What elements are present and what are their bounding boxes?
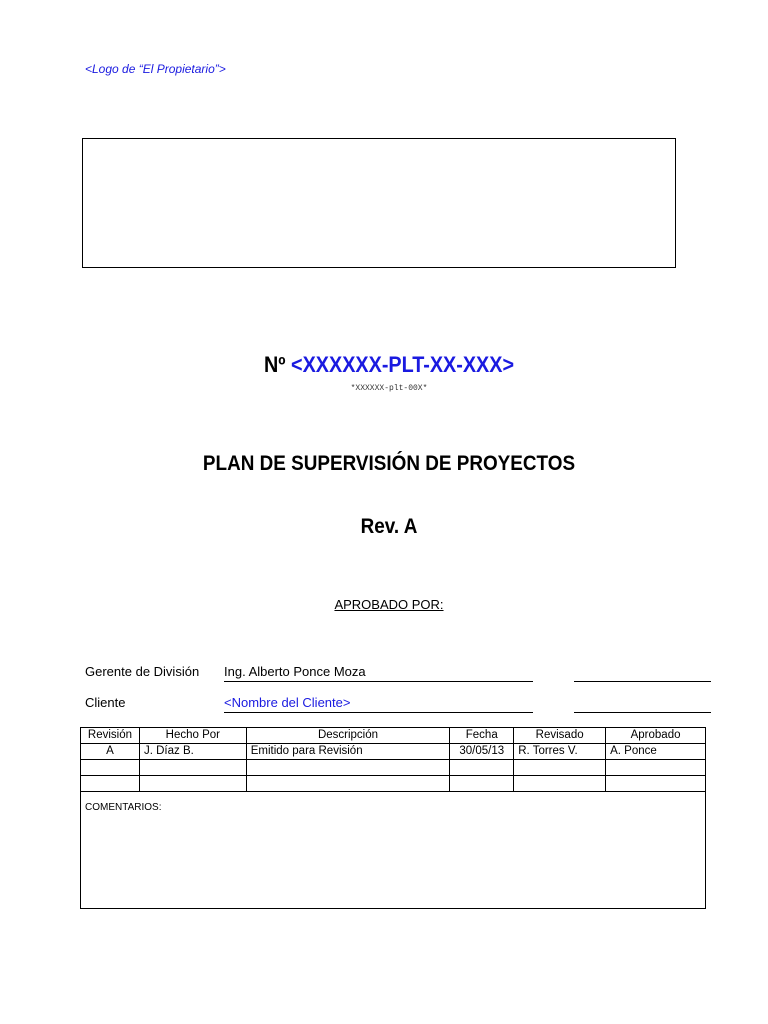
table-cell [139,776,246,792]
document-number [39,352,739,378]
column-header: Descripción [246,728,450,744]
document-number-prefix: Nº [263,352,286,377]
signature-line [574,681,711,682]
table-cell [450,760,514,776]
revision-table [80,727,706,909]
column-header: Revisado [514,728,606,744]
table-cell [81,760,140,776]
table-cell [139,760,246,776]
barcode-text: *XXXXXX-plt-00X* [350,384,428,393]
column-header: Hecho Por [139,728,246,744]
table-cell: A [81,744,140,760]
client-name-placeholder: <Nombre del Cliente> [224,695,351,710]
project-info-box [82,138,676,268]
table-cell [450,776,514,792]
table-cell [606,760,706,776]
document-revision: Rev. A [360,515,418,538]
table-cell [514,760,606,776]
signature-line [574,712,711,713]
signature-label: Cliente [85,695,126,710]
table-cell: J. Díaz B. [139,744,246,760]
comments-label: COMENTARIOS: [81,792,706,909]
document-title: PLAN DE SUPERVISIÓN DE PROYECTOS [202,452,576,475]
table-cell: Emitido para Revisión [246,744,450,760]
signature-name-line [224,712,533,713]
signature-label: Gerente de División [85,664,200,679]
revision-table-header [81,728,706,744]
comments-row [81,792,706,909]
signature-name-line [224,681,533,682]
table-cell: 30/05/13 [450,744,514,760]
signature-name: Ing. Alberto Ponce Moza [224,664,366,679]
table-row [81,744,706,760]
column-header: Aprobado [606,728,706,744]
table-cell [514,776,606,792]
table-cell [606,776,706,792]
document-number-value: <XXXXXX-PLT-XX-XXX> [291,352,515,377]
table-row [81,776,706,792]
column-header: Fecha [450,728,514,744]
table-cell [246,776,450,792]
table-cell: A. Ponce [606,744,706,760]
table-cell: R. Torres V. [514,744,606,760]
owner-logo-placeholder: <Logo de “El Propietario”> [85,62,226,76]
table-cell [81,776,140,792]
column-header: Revisión [81,728,140,744]
table-row [81,760,706,776]
approved-by-heading: APROBADO POR: [334,597,444,612]
table-cell [246,760,450,776]
